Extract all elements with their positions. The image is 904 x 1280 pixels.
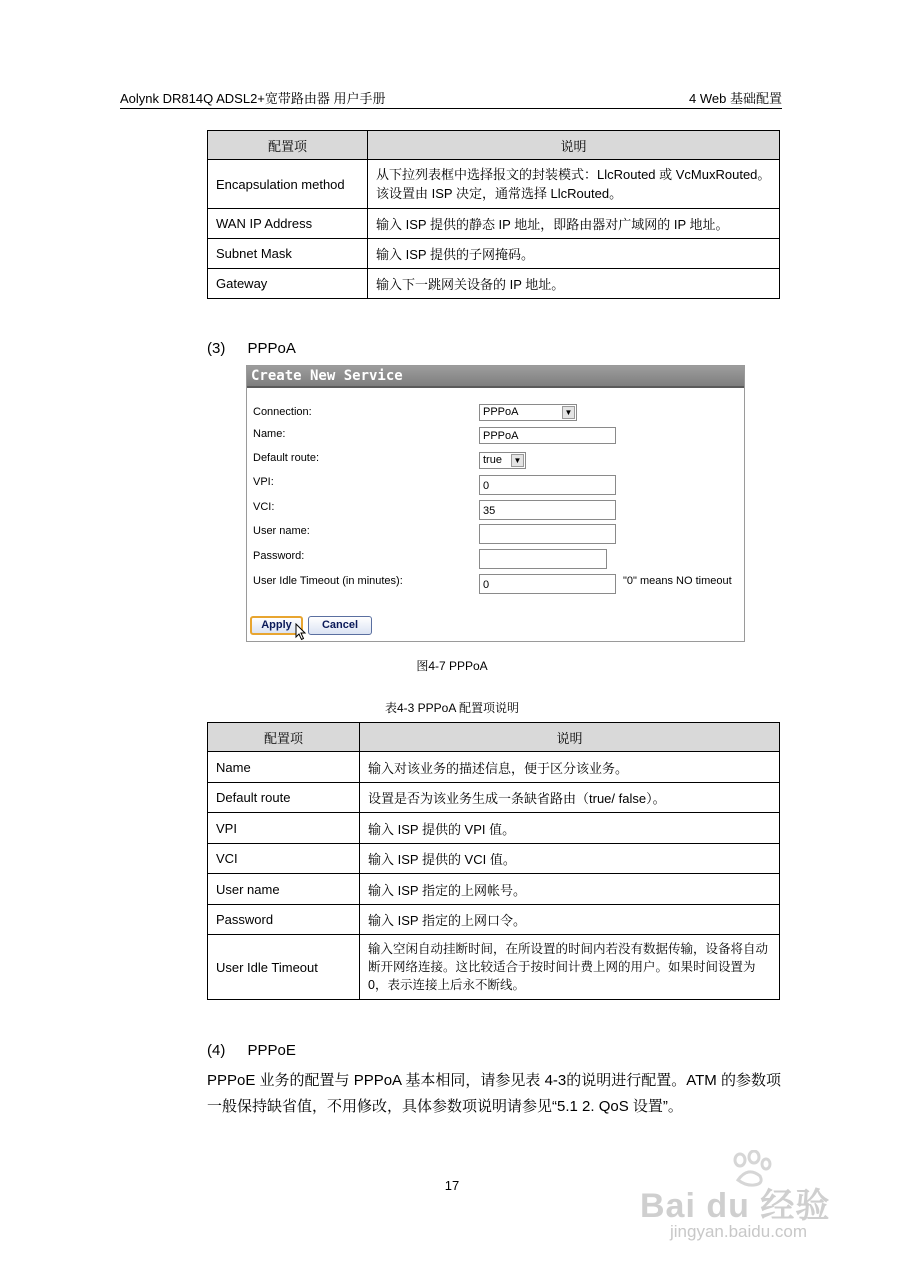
encapsulation-table xyxy=(207,130,780,299)
watermark-logo: Bai du 经验 xyxy=(640,1187,831,1225)
table-row xyxy=(208,269,780,299)
table-row xyxy=(208,239,780,269)
table-cell: Password xyxy=(208,905,360,935)
table-row xyxy=(208,752,780,783)
name-label: Name: xyxy=(253,428,286,440)
vpi-input[interactable]: 0 xyxy=(479,475,616,495)
table-cell: VPI xyxy=(208,813,360,844)
page-number: 17 xyxy=(444,1178,460,1193)
table-cell: 输入 ISP 指定的上网口令。 xyxy=(360,905,780,935)
default-route-label: Default route: xyxy=(253,452,320,464)
name-input[interactable]: PPPoA xyxy=(479,427,616,444)
connection-value: PPPoA xyxy=(483,406,519,418)
figure-caption: 图4-7 PPPoA xyxy=(416,659,488,673)
apply-button[interactable]: Apply xyxy=(250,616,303,635)
table-header-item: 配置项 xyxy=(208,131,368,160)
table-cell: Subnet Mask xyxy=(208,239,368,269)
vci-label: VCI: xyxy=(253,501,275,513)
table-cell: 输入 ISP 指定的上网帐号。 xyxy=(360,874,780,905)
chevron-down-icon: ▼ xyxy=(562,406,575,419)
table-cell: 输入空闲自动挂断时间，在所设置的时间内若没有数据传输，设备将自动断开网络连接。这比较适合于按时间计费上网的用户。如果时间设置为 0，表示连接上后永不断线。 xyxy=(360,935,780,1000)
password-label: Password: xyxy=(253,550,305,562)
cancel-button[interactable]: Cancel xyxy=(308,616,372,635)
pppoa-config-table xyxy=(207,722,780,1000)
vci-input[interactable]: 35 xyxy=(479,500,616,520)
chevron-down-icon: ▼ xyxy=(511,454,524,467)
pppoe-paragraph: PPPoE 业务的配置与 PPPoA 基本相同，请参见表 4-3的说明进行配置。ATM 的参数项一般保持缺省值，不用修改，具体参数项说明请参见“5.1 2. QoS 设置”。 xyxy=(207,1072,781,1115)
table-caption: 表4-3 PPPoA 配置项说明 xyxy=(384,701,520,715)
header-chapter: 4 Web 基础配置 xyxy=(689,91,782,106)
table-row xyxy=(208,874,780,905)
vpi-label: VPI: xyxy=(253,476,274,488)
table-cell: User Idle Timeout xyxy=(208,935,360,1000)
table-cell: 输入 ISP 提供的 VPI 值。 xyxy=(360,813,780,844)
table-cell: WAN IP Address xyxy=(208,209,368,239)
table-row xyxy=(208,844,780,874)
table-cell: Default route xyxy=(208,783,360,813)
table-cell: 从下拉列表框中选择报文的封装模式：LlcRouted 或 VcMuxRouted。该设置由 ISP 决定，通常选择 LlcRouted。 xyxy=(368,160,780,209)
section-4-title xyxy=(207,1042,296,1059)
table-cell: 输入对该业务的描述信息，便于区分该业务。 xyxy=(360,752,780,783)
table-cell: 输入 ISP 提供的子网掩码。 xyxy=(368,239,780,269)
user-name-label: User name: xyxy=(253,525,310,537)
connection-label: Connection: xyxy=(253,406,312,418)
table-cell: 输入下一跳网关设备的 IP 地址。 xyxy=(368,269,780,299)
table-header-desc: 说明 xyxy=(360,723,780,752)
default-route-select[interactable] xyxy=(479,452,526,469)
table-row xyxy=(208,209,780,239)
watermark-url: jingyan.baidu.com xyxy=(670,1222,808,1241)
section-name: PPPoA xyxy=(247,340,296,357)
create-service-panel xyxy=(246,365,745,642)
baidu-jingyan-watermark xyxy=(640,1150,860,1250)
table-cell: VCI xyxy=(208,844,360,874)
idle-timeout-input[interactable]: 0 xyxy=(479,574,616,594)
table-row xyxy=(208,905,780,935)
section-number: (4) xyxy=(207,1042,226,1059)
default-route-value: true xyxy=(483,454,502,466)
user-name-input[interactable] xyxy=(479,524,616,544)
section-name: PPPoE xyxy=(247,1042,296,1059)
table-cell: 设置是否为该业务生成一条缺省路由（true/ false）。 xyxy=(360,783,780,813)
panel-title: Create New Service xyxy=(247,366,744,388)
connection-select[interactable] xyxy=(479,404,577,421)
section-3-title xyxy=(207,340,296,357)
table-cell: Gateway xyxy=(208,269,368,299)
table-row xyxy=(208,813,780,844)
password-input[interactable] xyxy=(479,549,607,569)
table-header-item: 配置项 xyxy=(208,723,360,752)
page-header xyxy=(120,88,782,109)
table-header-desc: 说明 xyxy=(368,131,780,160)
table-row xyxy=(208,160,780,209)
table-cell: Encapsulation method xyxy=(208,160,368,209)
section-number: (3) xyxy=(207,340,226,357)
table-row xyxy=(208,935,780,1000)
table-cell: Name xyxy=(208,752,360,783)
table-cell: 输入 ISP 提供的 VCI 值。 xyxy=(360,844,780,874)
table-cell: 输入 ISP 提供的静态 IP 地址，即路由器对广域网的 IP 地址。 xyxy=(368,209,780,239)
idle-timeout-label: User Idle Timeout (in minutes): xyxy=(253,575,403,587)
header-title: Aolynk DR814Q ADSL2+宽带路由器 用户手册 xyxy=(120,91,386,106)
table-cell: User name xyxy=(208,874,360,905)
mouse-pointer-icon xyxy=(295,623,307,641)
idle-timeout-hint: "0" means NO timeout xyxy=(623,575,732,587)
table-row xyxy=(208,783,780,813)
